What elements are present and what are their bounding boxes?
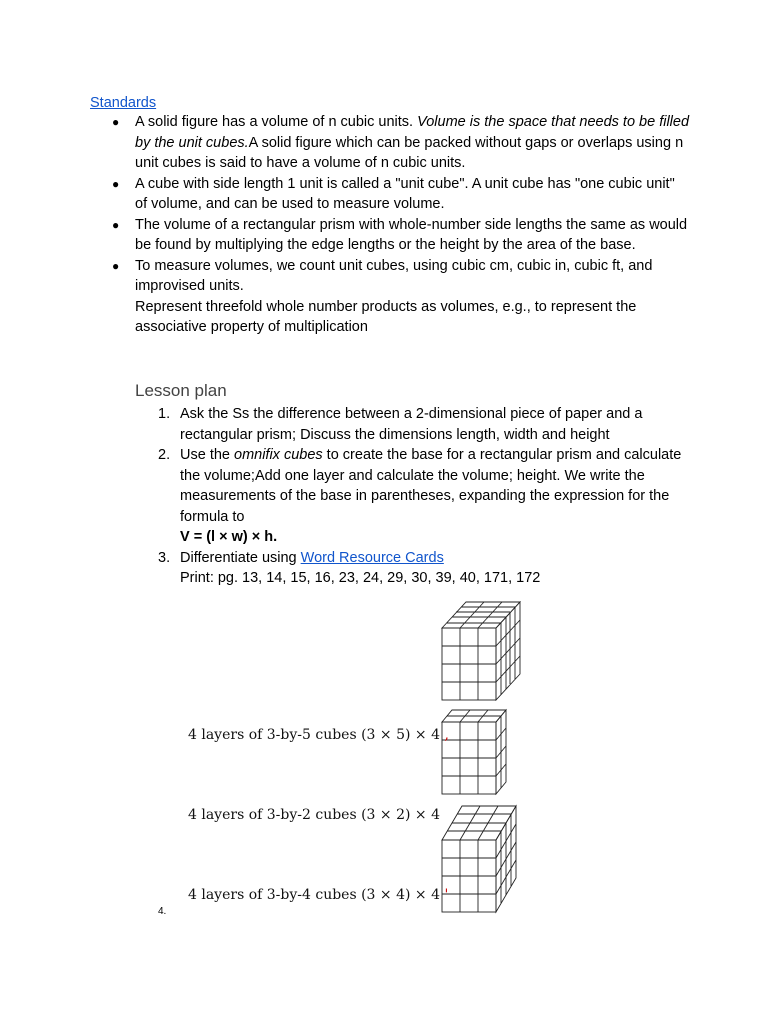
- step-number: 4.: [158, 906, 167, 917]
- lesson-step: [135, 445, 685, 548]
- lesson-plan-heading: Lesson plan: [135, 381, 227, 400]
- list-item: [90, 215, 690, 256]
- standard-text: A cube with side length 1 unit is called a "unit cube". A unit cube has "one cubic unit" of volume, and can be used to measure volume.: [135, 175, 675, 212]
- standard-text: The volume of a rectangular prism with whole-number side lengths the same as would be found by multiplying the edge lengths or the height by the area of the base.: [135, 216, 688, 253]
- step-text: Use the: [180, 447, 234, 463]
- figure-caption: [188, 887, 448, 903]
- caption-mark: ,: [444, 727, 449, 743]
- volume-formula: V = (l × w) × h.: [180, 529, 278, 545]
- figure-caption: [188, 727, 449, 743]
- caption-mark: ': [444, 887, 449, 903]
- list-item: [90, 256, 690, 297]
- standard-text: To measure volumes, we count unit cubes, using cubic cm, cubic in, cubic ft, and improvised units.: [135, 257, 653, 294]
- step-number: 1.: [158, 406, 171, 422]
- list-item: [90, 174, 690, 215]
- prism-3x4x4: [442, 806, 516, 912]
- bullet-icon: ●: [112, 217, 120, 232]
- standard-text: A solid figure which can be packed without gaps or overlaps using n unit cubes is said to have a volume of n cubic units.: [135, 134, 684, 171]
- list-item: [90, 112, 690, 174]
- standard-continuation: Represent threefold whole number products as volumes, e.g., to represent the associative property of multiplication: [135, 298, 637, 335]
- caption-text: 4 layers of 3-by-4 cubes (3 × 4) × 4: [188, 887, 441, 903]
- bullet-icon: ●: [112, 115, 120, 129]
- caption-text: 4 layers of 3-by-5 cubes (3 × 5) × 4: [188, 727, 441, 743]
- volume-cubes-figure: [180, 598, 540, 918]
- standard-text: A solid figure has a volume of n cubic units.: [135, 114, 418, 130]
- standard-text-italic: Volume is the space that needs to be filled by the unit cubes.: [135, 114, 690, 151]
- lesson-steps-list: [135, 404, 685, 589]
- figure-caption: [188, 807, 440, 823]
- step-number: 2.: [158, 447, 171, 463]
- bullet-icon: ●: [112, 176, 120, 191]
- step-text: Differentiate using: [180, 549, 301, 566]
- print-pages: Print: pg. 13, 14, 15, 16, 23, 24, 29, 30, 39, 40, 171, 172: [180, 570, 541, 586]
- step-text: Ask the Ss the difference between a 2-dimensional piece of paper and a rectangular prism; Discuss the dimensions length, width and height: [180, 406, 643, 443]
- standards-link[interactable]: Standards: [90, 95, 157, 111]
- prism-3x2x4: [442, 710, 506, 794]
- prism-3x5x4: [442, 602, 520, 700]
- lesson-step: [135, 548, 685, 589]
- caption-text: 4 layers of 3-by-2 cubes (3 × 2) × 4: [188, 807, 441, 823]
- standards-list: [90, 112, 690, 338]
- lesson-step: [135, 404, 685, 445]
- step-number: 3.: [158, 549, 171, 566]
- step-text: to create the base for a rectangular prism and calculate the volume;Add one layer and calculate the volume; height. We write the measurements of the base in parentheses, expanding the expression for the formula to: [180, 447, 682, 525]
- step-text-italic: omnifix cubes: [234, 447, 323, 463]
- word-resource-cards-link[interactable]: Word Resource Cards: [300, 549, 444, 566]
- bullet-icon: ●: [112, 258, 120, 273]
